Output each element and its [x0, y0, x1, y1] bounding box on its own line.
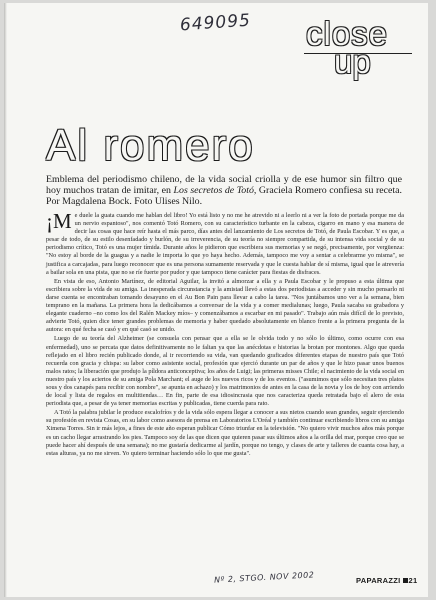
- folio-page-number: 21: [408, 576, 418, 585]
- section-mark: [304, 17, 414, 79]
- drop-cap: ¡M: [46, 209, 72, 233]
- page-folio: [356, 576, 417, 585]
- handwritten-issue-note: Nº 2, STGO. NOV 2002: [213, 570, 315, 585]
- handwritten-archive-number: 649095: [179, 10, 252, 36]
- magazine-page: [4, 3, 428, 597]
- article-lead: [46, 174, 402, 208]
- body-paragraph: [46, 209, 404, 277]
- section-word-up: up: [334, 43, 371, 80]
- body-paragraph: En vista de eso, Antonio Martínez, de editorial Aguilar, la invitó a almorzar a ella y a Paula Escobar y le propuso a esta última que escribiera sobre la vida de su amiga. La inesperada circunstancia y la amistad llevó a estas dos periodistas a acceder y sin mucho pensarlo ni darse cuenta se encontraban tomando desayuno en el Au Bon Pain para llevar a cabo la tarea. "Nos juntábamos uno ver a la semana, bien temprano en la mañana. La primera hora la dedicábamos a conversar de la vida y a comer medialunas; luego, Paula sacaba su grabadora y elegante cuaderno –no como los del Ralén Mackey míos– y comenzábamos a escarbar en mi pasado". Trabajo aún más difícil de lo previsto, advierte Totó, quien dice tener grandes problemas de memoria y haber quedado absolutamente en blanco frente a la primera pregunta de la autora: en qué fecha se casó y en qué casó se unido.: [46, 277, 404, 334]
- lead-text-end: , Graciela Romero confiesa su receta. Por Magdalena Bock. Foto Ulises Nilo.: [46, 185, 403, 208]
- section-word-close: close: [306, 15, 389, 52]
- scan-edge: [4, 3, 7, 597]
- folio-square-icon: [403, 578, 408, 583]
- article-body: [46, 209, 404, 459]
- body-paragraph-text: e duele la guata cuando me hablan del libro! Yo está listo y no me he atrevido ni a leerlo ni a ver la foto de portada porque me da un nervio espantoso", nos comentó Totó Romero, con su característico turbante en la cabeza, cigarro en mano y esa manera de decir las cosas que hace reír hasta el más parco, días antes del lanzamiento de Los secretos de Totó, de Paula Escobar. Y es que, a pesar de todo, de su estilo desenfadado y burlón, de su irreverencia, de su teoría no siempre compartida, de su intensa vida social y de su periodismo crítico, Totó es una mujer tímida. Durante años le pidieron que escribiera sus memorias y se negó, precisamente, por vergüenza: "No estoy al borde de la guagua y a nadie le importa lo que yo haya hecho. Además, tampoco me voy a sentar a celebrarme yo misma", se justifica a carcajadas, para luego reconocer que es una persona sumamente reservada y que le cuesta hablar de sí misma, igual que le atrevería a bailar sola en una pista, que no se ríe fuerte por pudor y que tampoco tiene carácter para fiestas de disfraces.: [46, 212, 404, 276]
- lead-text-start: Emblema del periodismo chileno, de la vida social criolla y de ese humor sin filtro que hoy muchos tratan de imitar, en: [46, 174, 402, 197]
- folio-magazine-name: PAPARAZZI: [356, 576, 401, 585]
- body-paragraph: Luego de su teoría del Alzheimer (se consuela con pensar que a ella se le olvida todo y no sólo lo último, como ocurre con esa enfermedad), uno se percata que datos definitivamente no le faltan ya que las anécdotas e historias la brotan por montones. Algo que queda reflejado en el libro recién publicado donde, al ir recorriendo su vida, van quedando graficados diferentes etapas de nuestro país que Totó recuerda con gracia y chispa: su labor como asistente social, profesión que ejerció durante un par de años y que le hizo pasar unos buenos malos ratos; la liberación que produjo la píldora anticonceptiva; los años de Luigi; las primeras misses Chile; el nacimiento de la vida social en nuestro país y los aciertos de su amiga Pola Marchant; el auge de los nuevos ricos y de los eventos. ("asumimos que sólo necesitan tres platos sous y dos canapés para recibir con nombre", se apunta en achazo) y los matrimonios de antes en la casa de la novia y los de hoy con arriendo de local y lista de regalos en multitiendas… En fin, parte de esa idiosincrasia que nos caracteriza queda retratada bajo el alero de esta periodista que, a pesar de ya tener memorias escritas y publicadas, tiene cuerda para rato.: [46, 335, 404, 408]
- article-headline: Al romero: [46, 121, 255, 170]
- body-paragraph: A Totó la palabra jubilar le produce escalofríos y de la vida sólo espera llegar a conocer a sus nietos cuando sean grandes, seguir ejerciendo su profesión en revista Cosas, en su labor como asesora de prensa en Laboratorios L'Oréal y también continuar escribiendo libros con su amiga Ximena Torres. Sin ir más lejos, a fines de este año esperan publicar Cómo triunfar en la televisión. "No quiero vivir muchos años más porque es un cacho llegar arrastrando los pies. Tampoco soy de las que dicen que quieren pasar sus últimos años a la orilla del mar, porque creo que se puede hacer ahí después de una semana); no me gustaría dedicarme al jardín, porque no tengo, y clases de arte y talleres de cuanta cosa hay, a estas alturas, ya no me sirven. Yo quiero terminar haciendo sólo lo que me gusta".: [46, 409, 404, 457]
- lead-book-title: Los secretos de Totó: [173, 185, 254, 197]
